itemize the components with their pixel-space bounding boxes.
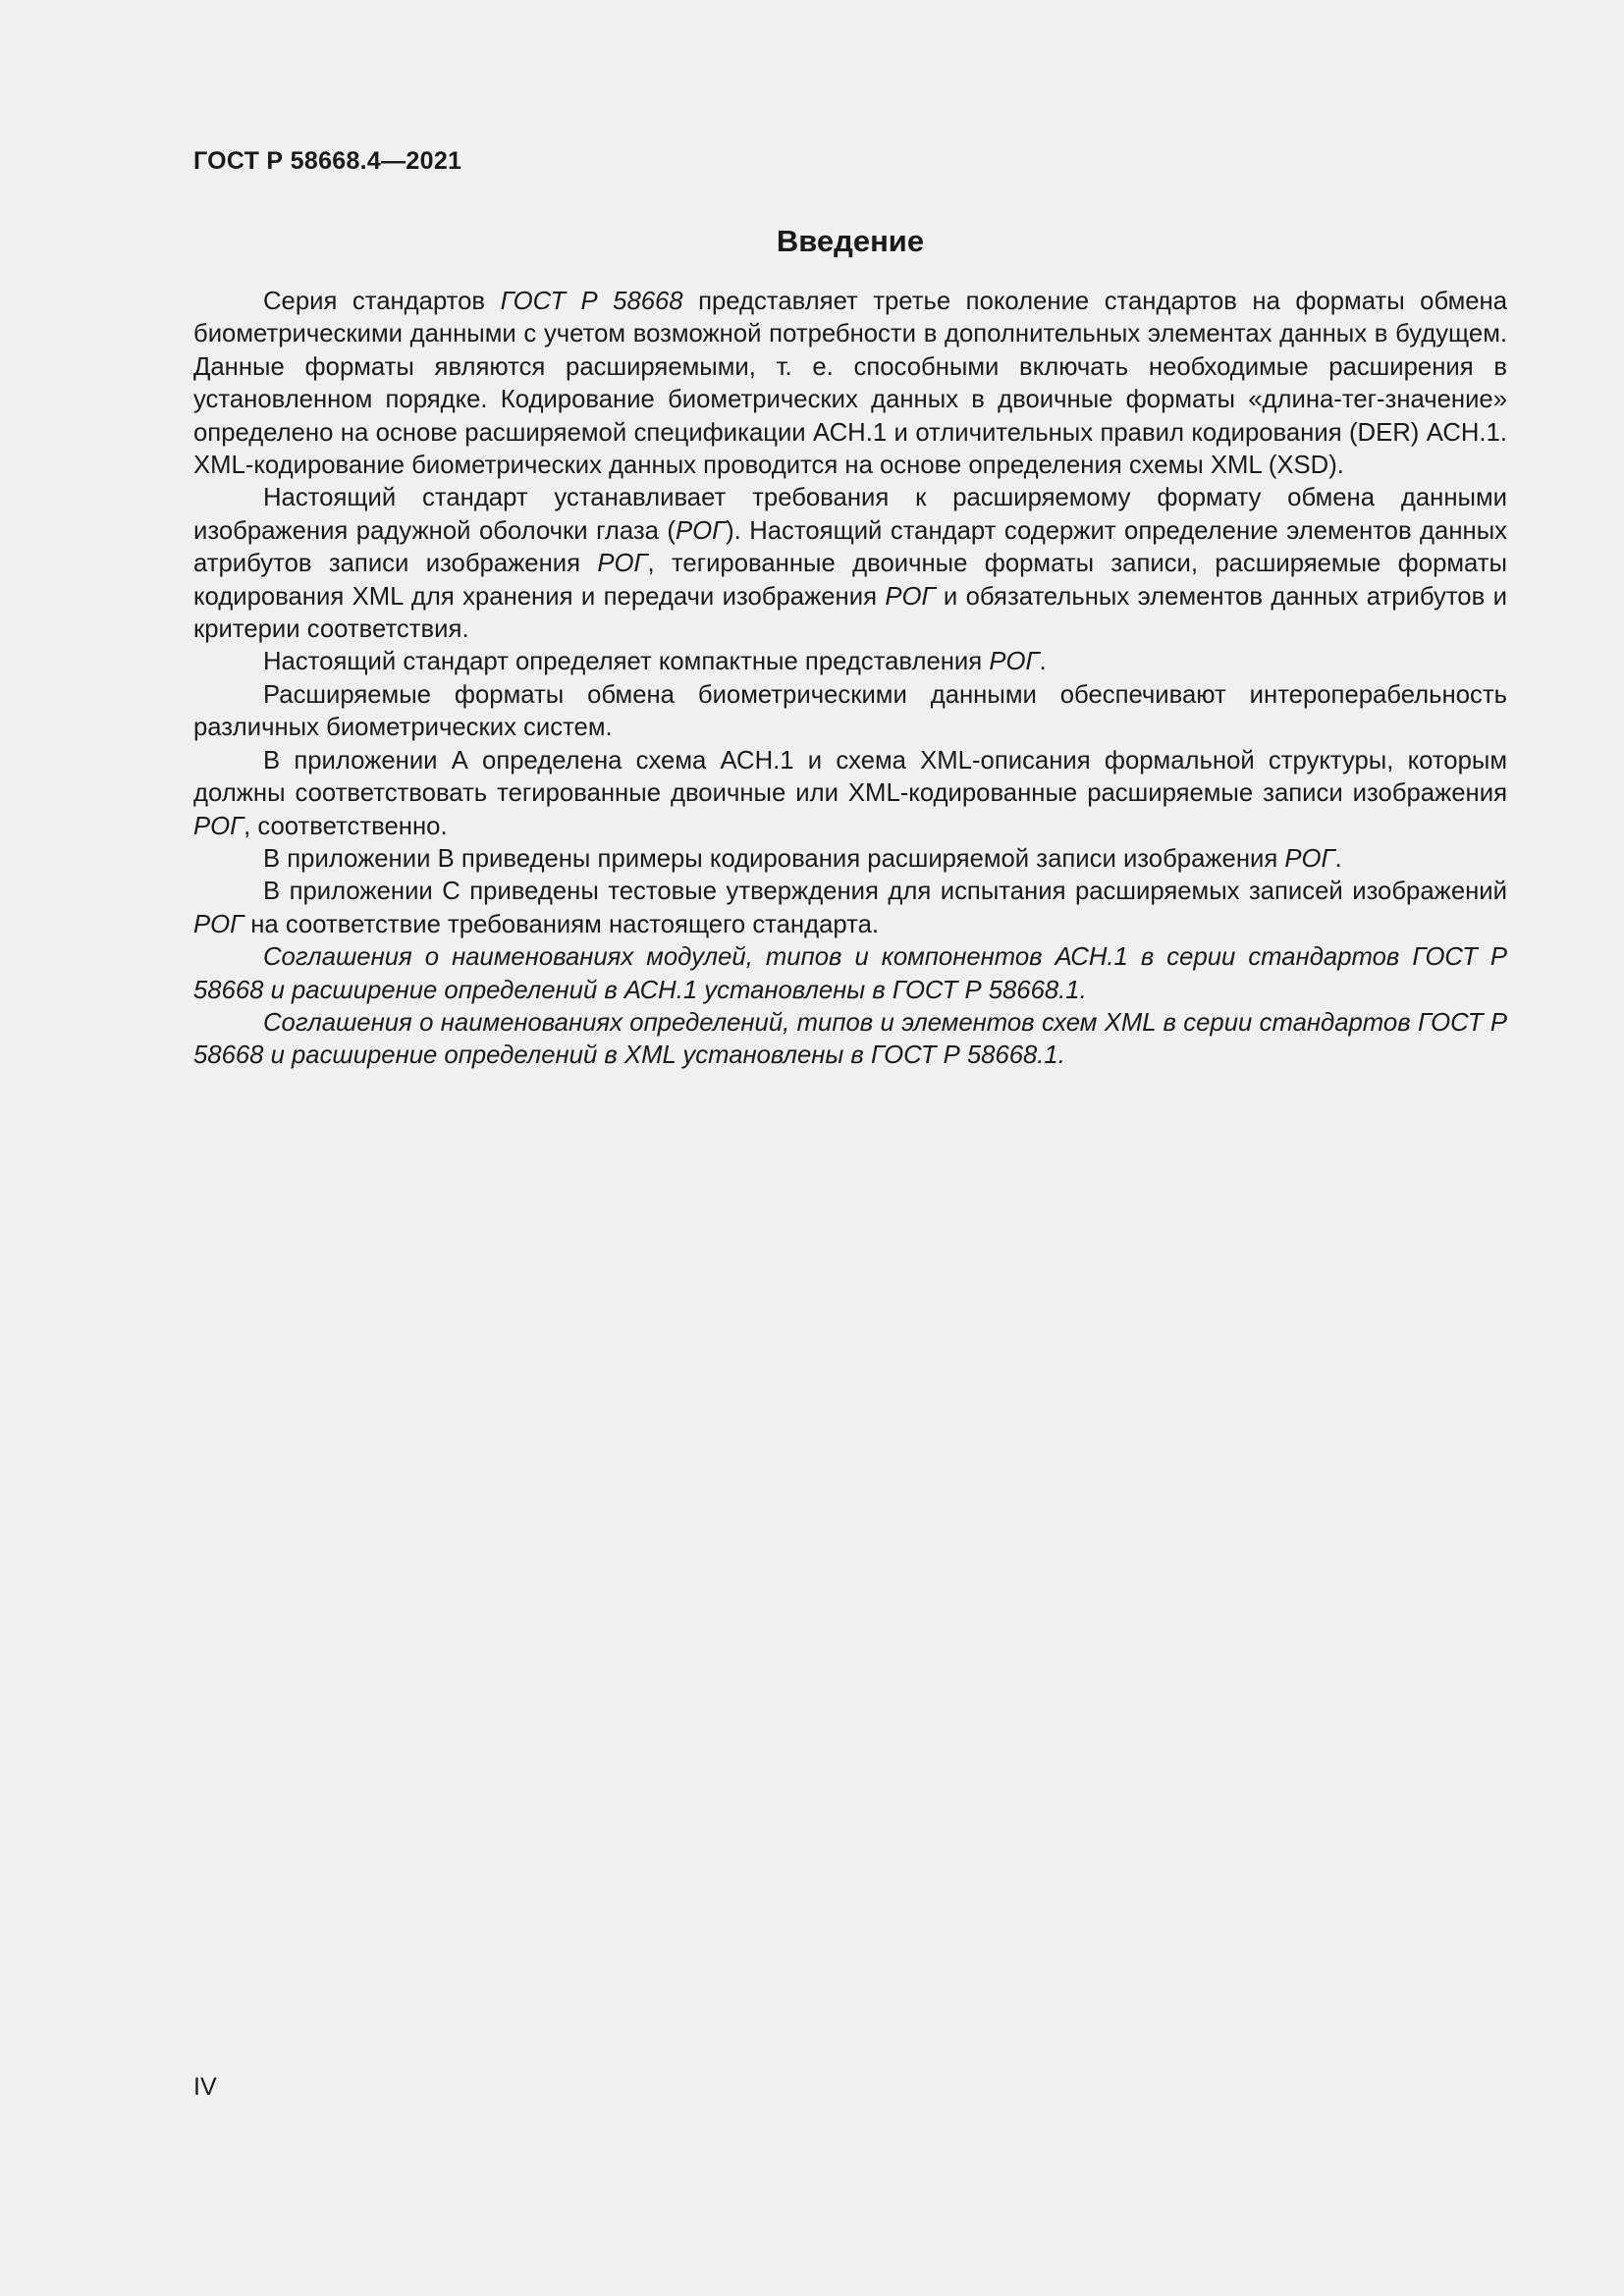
paragraph — [193, 876, 1507, 941]
text-run-italic: ГОСТ Р 58668 — [500, 288, 683, 315]
text-run: В приложении С приведены тестовые утверждения для испытания расширяемых записей изображений — [263, 878, 1507, 906]
text-run: Настоящий стандарт устанавливает требования к расширяемому формату обмена данными изображения радужной оболочки глаза ( — [193, 484, 1507, 545]
text-run-italic: Соглашения о наименованиях определений, типов и элементов схем XML в серии стандартов ГОСТ Р 58668 и расширение определений в XML установлены в ГОСТ Р 58668.1. — [193, 1008, 1507, 1070]
section-title: Введение — [776, 224, 925, 258]
text-run: Расширяемые форматы обмена биометрическими данными обеспечивают интероперабельность различных биометрических систем. — [193, 680, 1507, 742]
paragraph — [193, 1007, 1507, 1073]
text-run: Серия стандартов — [263, 288, 501, 315]
text-run: В приложении В приведены примеры кодирования расширяемой записи изображения — [263, 844, 1285, 873]
text-run-italic: РОГ — [193, 812, 244, 840]
text-run: ). Настоящий стандарт содержит определение элементов данных атрибутов записи изображения — [193, 516, 1507, 578]
paragraph — [193, 941, 1507, 1007]
text-run-italic: РОГ — [193, 910, 244, 938]
text-run: на соответствие требованиям настоящего стандарта. — [244, 910, 880, 938]
text-run-italic: РОГ — [885, 582, 936, 611]
introduction-body — [193, 286, 1507, 1073]
paragraph — [193, 482, 1507, 646]
text-run: . — [1039, 648, 1047, 676]
page-number: IV — [193, 2073, 217, 2101]
text-run: , соответственно. — [244, 812, 448, 840]
text-run-italic: РОГ — [597, 550, 648, 578]
text-run: представляет третье поколение стандартов на форматы обмена биометрическими данными с учетом возможной потребности в дополнительных элементах данных в будущем. Данные форматы являются расширяемыми, т. е. способными включать необходимые расширения в установленном порядке. Кодирование биометрических данных в двоичные форматы «длина-тег-значение» определено на основе расширяемой спецификации АСН.1 и отличительных правил кодирования (DER) АСН.1. XML-кодирование биометрических данных проводится на основе определения схемы XML (XSD). — [193, 288, 1508, 480]
text-run-italic: РОГ — [989, 648, 1040, 676]
paragraph — [193, 679, 1507, 745]
paragraph — [193, 286, 1507, 482]
document-header: ГОСТ Р 58668.4—2021 — [193, 147, 462, 175]
text-run-italic: РОГ — [1284, 844, 1335, 873]
paragraph — [193, 745, 1507, 843]
paragraph — [193, 646, 1507, 678]
text-run: В приложении А определена схема АСН.1 и схема XML-описания формальной структуры, которым должны соответствовать тегированные двоичные или XML-кодированные расширяемые записи изображения — [193, 746, 1507, 808]
text-run: и обязательных элементов данных атрибутов и критерии соответствия. — [193, 582, 1507, 644]
text-run-italic: Соглашения о наименованиях модулей, типов и компонентов АСН.1 в серии стандартов ГОСТ Р 58668 и расширение определений в АСН.1 установлены в ГОСТ Р 58668.1. — [193, 943, 1507, 1004]
text-run-italic: РОГ — [675, 516, 727, 545]
text-run: Настоящий стандарт определяет компактные представления — [263, 648, 990, 676]
text-run: . — [1334, 844, 1342, 873]
paragraph — [193, 843, 1507, 876]
text-run: , тегированные двоичные форматы записи, расширяемые форматы кодирования XML для хранения и передачи изображения — [193, 550, 1507, 611]
